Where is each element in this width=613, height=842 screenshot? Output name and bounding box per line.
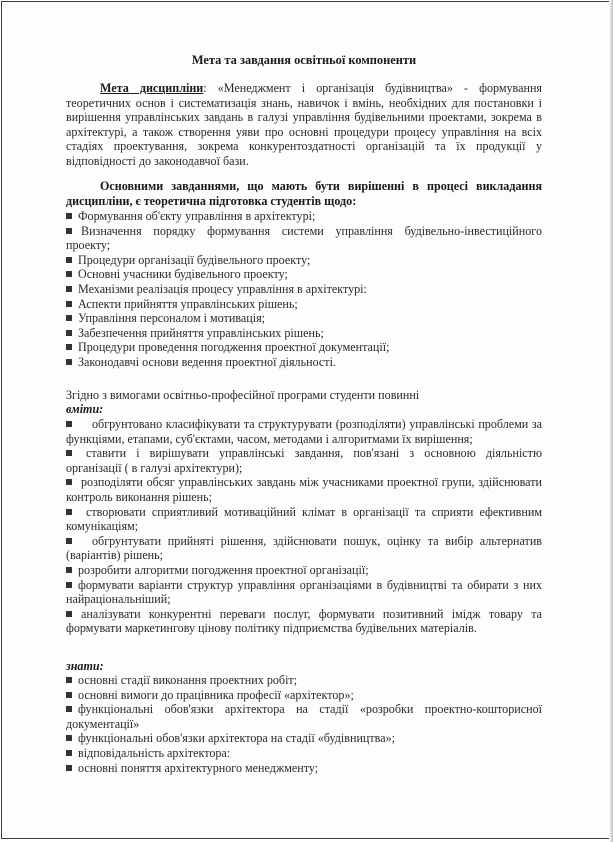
bullet-icon — [66, 315, 72, 321]
bullet-icon — [66, 359, 72, 365]
list-item-text: обгрунтовано класифікувати та структурувати (розподіляти) управлінські проблеми за функціями, етапами, суб'єктами, часом, методами і алгоритмами їх вирішення; — [66, 417, 542, 446]
list-item — [66, 253, 542, 268]
list-item — [66, 761, 542, 776]
list-item-text: розподіляти обсяг управлінських завдань між учасниками проектної групи, здійснювати контроль виконання рішень; — [66, 475, 542, 504]
list-item — [66, 311, 542, 326]
list-item-text: основні стадії виконання проектних робіт; — [78, 673, 298, 687]
list-item — [66, 673, 542, 688]
list-item — [66, 355, 542, 370]
list-item-text: створювати сприятливий мотиваційний клімат в організації та сприяти ефективним комунікаціям; — [66, 504, 542, 534]
list-item-text: функціональні обов'язки архітектора на стадії «розробки проектно-кошторисної документації» — [66, 702, 542, 731]
bullet-icon — [66, 509, 72, 515]
list-item — [66, 267, 542, 282]
bullet-icon — [66, 450, 72, 456]
list-item-text: Законодавчі основи ведення проектної діяльності. — [78, 354, 336, 369]
list-item-text: основні вимоги до працівника професії «архітектор»; — [78, 687, 354, 702]
bullet-icon — [66, 213, 72, 219]
knowledge-label: знати: — [66, 659, 104, 673]
tasks-intro — [66, 179, 542, 208]
list-item — [66, 326, 542, 341]
bullet-icon — [66, 611, 72, 617]
list-item — [66, 731, 542, 746]
bullet-icon — [66, 692, 72, 698]
list-item-text: Процедури організації будівельного проекту; — [78, 252, 311, 267]
tasks-list — [66, 209, 542, 370]
list-item-text: аналізувати конкурентні переваги послуг, формувати позитивний імідж товару та формувати маркетингову цінову політику підприємства будівельних матеріалів. — [66, 606, 542, 636]
goal-text: : «Менеджмент і організація будівництва» - формування теоретичних основ і систематизація знань, навичок і вмінь, необхідних для постановки і вирішення управлінських завдань в галузі управління будівельними проектами, зокрема в архітектурі, а також створення уяви про основні процедури процесу управління на всіх стадіях проектування, зокрема конкурентоздатності організацій та їх продукції у відповідності до законодавчої бази. — [66, 81, 542, 168]
goal-label: Мета дисципліни — [100, 81, 204, 95]
list-item — [66, 702, 542, 731]
bullet-icon — [66, 750, 72, 756]
bullet-icon — [66, 582, 72, 588]
list-item — [66, 282, 542, 297]
tasks-intro-text: Основними завданнями, що мають бути вирішенні в процесі викладання дисципліни, є теоретична підготовка студентів щодо: — [66, 179, 542, 208]
list-item — [66, 340, 542, 355]
list-item — [66, 417, 542, 446]
bullet-icon — [66, 538, 72, 544]
bullet-icon — [66, 257, 72, 263]
list-item-text: Механізми реалізація процесу управління в архітектурі: — [78, 281, 367, 296]
scan-edge — [609, 0, 613, 842]
list-item — [66, 563, 542, 578]
list-item-text: Аспекти прийняття управлінських рішень; — [78, 296, 298, 311]
bullet-icon — [66, 479, 72, 485]
list-item — [66, 209, 542, 224]
bullet-icon — [66, 301, 72, 307]
list-item-text: ставити і вирішувати управлінські завдання, пов'язані з основною діяльністю організації ( в галузі архітектури); — [66, 446, 542, 475]
list-item — [66, 446, 542, 475]
bullet-icon — [66, 706, 72, 712]
bullet-icon — [66, 567, 72, 573]
bullet-icon — [66, 677, 72, 683]
list-item — [66, 534, 542, 563]
bullet-icon — [66, 765, 72, 771]
list-item — [66, 607, 542, 636]
list-item — [66, 746, 542, 761]
bullet-icon — [66, 735, 72, 741]
bullet-icon — [66, 344, 72, 350]
goal-paragraph — [66, 81, 542, 169]
requirements-intro: Згідно з вимогами освітньо-професійної програми студенти повинні — [66, 388, 420, 402]
bullet-icon — [66, 271, 72, 277]
list-item-text: Управління персоналом і мотивація; — [78, 311, 265, 326]
list-item-text: обгрунтувати прийняті рішення, здійснювати пошук, оцінку та вибір альтернатив (варіантів) рішень; — [66, 533, 542, 563]
bullet-icon — [66, 330, 72, 336]
list-item-text: розробити алгоритми погодження проектної організації; — [78, 562, 369, 577]
list-item — [66, 688, 542, 703]
bullet-icon — [66, 421, 72, 427]
skills-list — [66, 417, 542, 636]
list-item — [66, 578, 542, 607]
list-item-text: Формування об'єкту управління в архітектурі; — [78, 209, 316, 223]
list-item-text: Забезпечення прийняття управлінських рішень; — [78, 325, 324, 340]
list-item-text: Основні учасники будівельного проекту; — [78, 267, 288, 282]
skills-label: вміти: — [66, 402, 104, 416]
list-item-text: функціональні обов'язки архітектора на стадії «будівництва»; — [78, 731, 396, 746]
list-item — [66, 224, 542, 253]
bullet-icon — [66, 228, 72, 234]
page-title: Мета та завдання освітньої компоненти — [191, 53, 417, 67]
list-item — [66, 475, 542, 504]
bullet-icon — [66, 286, 72, 292]
list-item-text: відповідальність архітектора: — [78, 745, 231, 760]
list-item — [66, 297, 542, 312]
list-item — [66, 505, 542, 534]
list-item-text: Процедури проведення погодження проектної документації; — [78, 340, 390, 355]
list-item-text: основні поняття архітектурного менеджменту; — [78, 760, 319, 775]
knowledge-list — [66, 673, 542, 775]
list-item-text: формувати варіанти структур управління організаціями в будівництві та обирати з них найраціональніший; — [66, 577, 542, 607]
list-item-text: Визначення порядку формування системи управління будівельно-інвестиційного проекту; — [66, 223, 542, 253]
